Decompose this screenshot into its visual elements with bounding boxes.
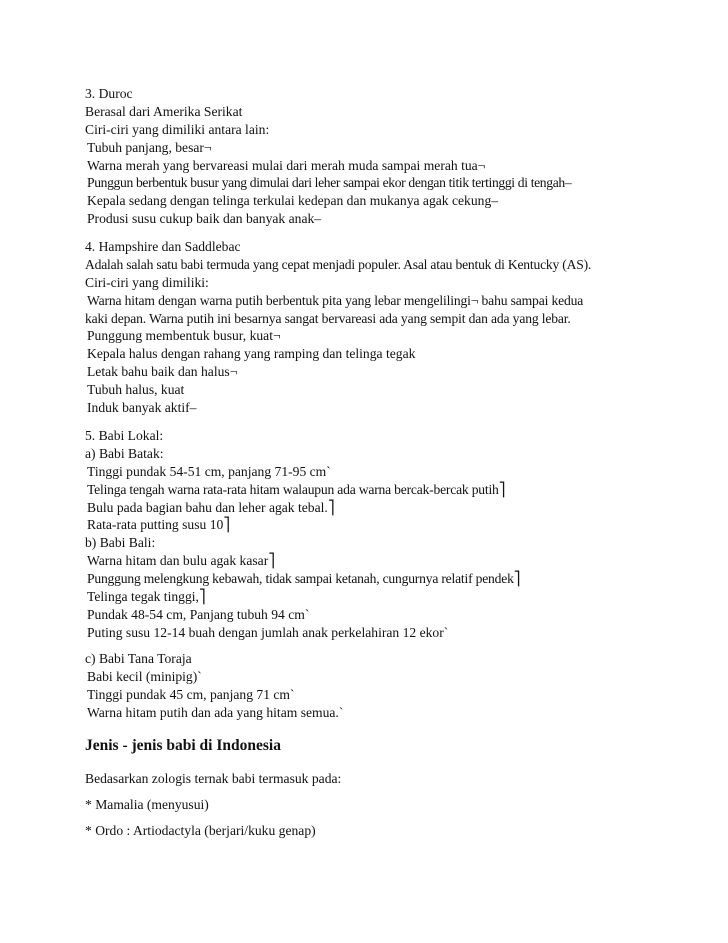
babi-lokal-line: b) Babi Bali: xyxy=(85,535,156,551)
hampshire-line: Ciri-ciri yang dimiliki: xyxy=(85,274,209,290)
classification-item: * Mamalia (menyusui) xyxy=(85,797,209,812)
hampshire-section xyxy=(85,238,685,417)
babi-toraja-line: Tinggi pundak 45 cm, panjang 71 cm` xyxy=(87,686,295,702)
babi-lokal-section xyxy=(85,427,685,642)
babi-toraja-title: c) Babi Tana Toraja xyxy=(85,651,192,666)
babi-lokal-line: Bulu pada bagian bahu dan leher agak tebal.⎤ xyxy=(87,499,335,515)
babi-lokal-line: Telinga tengah warna rata-rata hitam walaupun ada warna bercak-bercak putih⎤ xyxy=(87,481,506,497)
babi-lokal-line: Rata-rata putting susu 10⎤ xyxy=(87,517,231,533)
classification-list xyxy=(85,796,685,814)
duroc-line: Ciri-ciri yang dimiliki antara lain: xyxy=(85,121,270,137)
duroc-section xyxy=(85,85,685,228)
babi-lokal-line: Telinga tegak tinggi,⎤ xyxy=(87,589,206,605)
babi-lokal-line: Pundak 48-54 cm, Panjang tubuh 94 cm` xyxy=(87,606,310,622)
babi-lokal-title: 5. Babi Lokal: xyxy=(85,428,164,443)
hampshire-line: Punggung membentuk busur, kuat¬ xyxy=(87,328,281,344)
section-heading: Jenis - jenis babi di Indonesia xyxy=(85,737,281,754)
babi-lokal-line: Punggung melengkung kebawah, tidak sampai ketanah, cungurnya relatif pendek⎤ xyxy=(87,571,521,587)
classification-list xyxy=(85,822,685,840)
hampshire-line: Tubuh halus, kuat xyxy=(87,382,185,398)
hampshire-line: Kepala halus dengan rahang yang ramping dan telinga tegak xyxy=(87,346,416,362)
classification-intro-block xyxy=(85,770,685,788)
babi-lokal-line: Warna hitam dan bulu agak kasar⎤ xyxy=(87,553,276,569)
hampshire-line: Adalah salah satu babi termuda yang cepat menjadi populer. Asal atau bentuk di Kentucky (AS). xyxy=(85,256,592,272)
babi-toraja-section xyxy=(85,650,685,722)
babi-lokal-line: Tinggi pundak 54-51 cm, panjang 71-95 cm` xyxy=(87,463,331,479)
duroc-line: Punggun berbentuk busur yang dimulai dari leher sampai ekor dengan titik tertinggi di tengah– xyxy=(87,175,572,191)
duroc-line: Kepala sedang dengan telinga terkulai kedepan dan mukanya agak cekung– xyxy=(87,193,499,209)
hampshire-line: kaki depan. Warna putih ini besarnya sangat bervareasi ada yang sempit dan ada yang lebar. xyxy=(85,310,571,326)
hampshire-line: Letak bahu baik dan halus¬ xyxy=(87,364,238,380)
classification-item: * Ordo : Artiodactyla (berjari/kuku genap) xyxy=(85,823,316,838)
hampshire-line: Induk banyak aktif– xyxy=(87,400,197,416)
classification-intro: Bedasarkan zologis ternak babi termasuk pada: xyxy=(85,771,342,786)
duroc-title: 3. Duroc xyxy=(85,86,133,101)
babi-toraja-line: Babi kecil (minipig)` xyxy=(87,668,202,684)
duroc-line: Produsi susu cukup baik dan banyak anak– xyxy=(87,211,322,227)
duroc-line: Tubuh panjang, besar¬ xyxy=(87,139,212,155)
duroc-line: Berasal dari Amerika Serikat xyxy=(85,103,243,119)
duroc-line: Warna merah yang bervareasi mulai dari merah muda sampai merah tua¬ xyxy=(87,157,486,173)
babi-lokal-line: Puting susu 12-14 buah dengan jumlah anak perkelahiran 12 ekor` xyxy=(87,624,449,640)
hampshire-line: Warna hitam dengan warna putih berbentuk pita yang lebar mengelilingi¬ bahu sampai kedua xyxy=(87,292,584,308)
babi-lokal-line: a) Babi Batak: xyxy=(85,445,164,461)
babi-toraja-line: Warna hitam putih dan ada yang hitam semua.` xyxy=(87,704,344,720)
hampshire-title: 4. Hampshire dan Saddlebac xyxy=(85,239,241,254)
